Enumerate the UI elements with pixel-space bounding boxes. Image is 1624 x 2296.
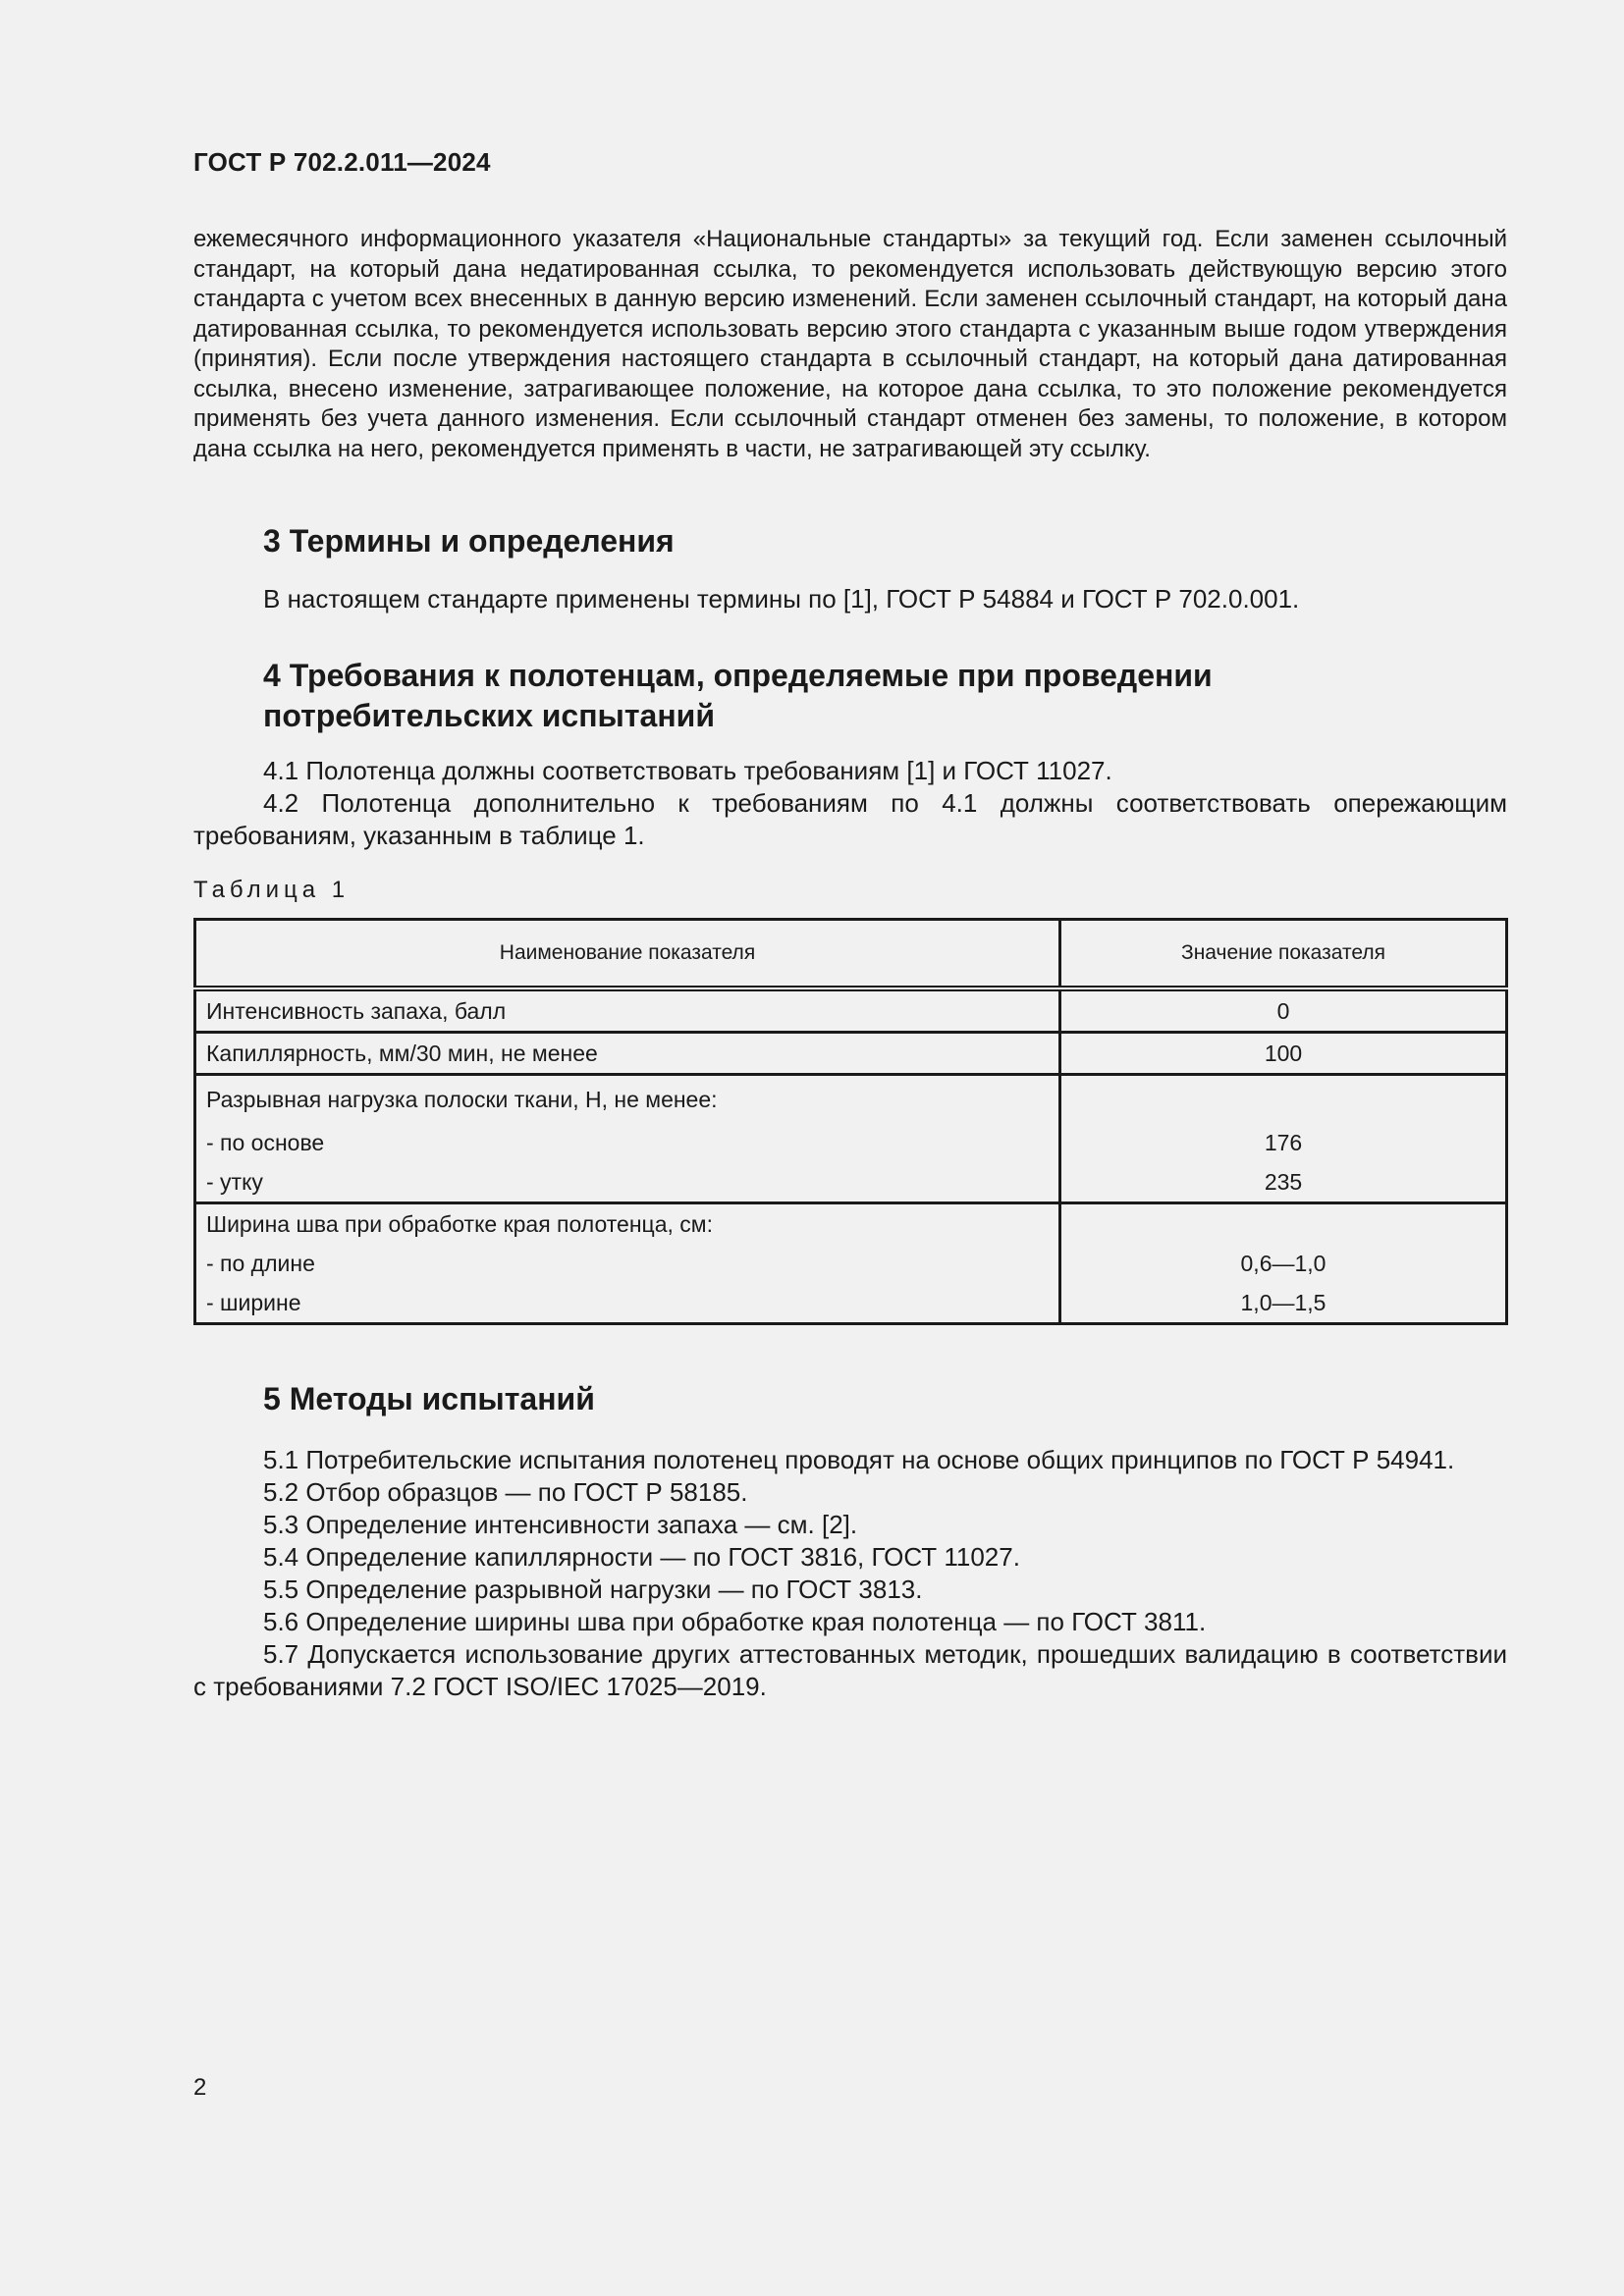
- table-cell-name: Интенсивность запаха, балл: [195, 988, 1060, 1033]
- table-cell-name: Капиллярность, мм/30 мин, не менее: [195, 1033, 1060, 1075]
- table-subvalue: 1,0—1,5: [1240, 1290, 1326, 1315]
- table-cell-name: Ширина шва при обработке края полотенца, см: - по длине - ширине: [195, 1203, 1060, 1324]
- table-row: [195, 1075, 1507, 1203]
- clause-4-1: 4.1 Полотенца должны соответствовать требованиям [1] и ГОСТ 11027.: [263, 756, 1112, 785]
- clause-4-2: 4.2 Полотенца дополнительно к требованиям по 4.1 должны соответствовать опережающим требованиям, указанным в таблице 1.: [193, 788, 1507, 850]
- table-row: [195, 1203, 1507, 1324]
- table-subitem: - по длине: [206, 1251, 315, 1276]
- table-cell-value: 100: [1060, 1033, 1507, 1075]
- section-5-heading: 5 Методы испытаний: [263, 1381, 595, 1416]
- table-cell-value: [1060, 1203, 1507, 1324]
- table-subvalue: 235: [1264, 1169, 1303, 1195]
- requirements-table: [193, 918, 1508, 1325]
- section-3-text: В настоящем стандарте применены термины по [1], ГОСТ Р 54884 и ГОСТ Р 702.0.001.: [263, 584, 1300, 614]
- table-header-row: [195, 920, 1507, 989]
- intro-paragraph: ежемесячного информационного указателя «Национальные стандарты» за текущий год. Если заменен ссылочный стандарт, на который дана недатированная ссылка, то рекомендуется использовать действующую версию этого стандарта с учетом всех внесенных в данную версию изменений. Если заменен ссылочный стандарт, на который дана датированная ссылка, то рекомендуется использовать версию этого стандарта с указанным выше годом утверждения (принятия). Если после утверждения настоящего стандарта в ссылочный стандарт, на который дана датированная ссылка, внесено изменение, затрагивающее положение, на которое дана ссылка, то это положение рекомендуется применять без учета данного изменения. Если ссылочный стандарт отменен без замены, то положение, в котором дана ссылка на него, рекомендуется применять в части, не затрагивающей эту ссылку.: [193, 226, 1507, 462]
- table-caption: Таблица 1: [193, 877, 351, 903]
- section-4-heading-line2: потребительских испытаний: [263, 698, 716, 733]
- clause-5-6: 5.6 Определение ширины шва при обработке края полотенца — по ГОСТ 3811.: [263, 1607, 1207, 1636]
- section-4-heading: [263, 656, 1441, 736]
- table-subitem: - ширине: [206, 1290, 301, 1315]
- table-subitem: - по основе: [206, 1130, 325, 1155]
- section-4-heading-line1: 4 Требования к полотенцам, определяемые при проведении: [263, 658, 1213, 693]
- section-4-items: [193, 755, 1507, 852]
- table-header-indicator: Наименование показателя: [195, 920, 1060, 989]
- clause-5-2: 5.2 Отбор образцов — по ГОСТ Р 58185.: [263, 1477, 748, 1507]
- table-cell-value: 0: [1060, 988, 1507, 1033]
- clause-5-1: 5.1 Потребительские испытания полотенец проводят на основе общих принципов по ГОСТ Р 54941.: [263, 1445, 1455, 1474]
- table-subitem: - утку: [206, 1169, 263, 1195]
- table-subvalue: 0,6—1,0: [1240, 1251, 1326, 1276]
- clause-5-5: 5.5 Определение разрывной нагрузки — по ГОСТ 3813.: [263, 1575, 923, 1604]
- page-number: 2: [193, 2074, 207, 2101]
- table-cell-value: [1060, 1075, 1507, 1203]
- clause-5-3: 5.3 Определение интенсивности запаха — см. [2].: [263, 1510, 858, 1539]
- clause-5-4: 5.4 Определение капиллярности — по ГОСТ 3816, ГОСТ 11027.: [263, 1542, 1020, 1572]
- clause-5-7: 5.7 Допускается использование других аттестованных методик, прошедших валидацию в соответствии с требованиями 7.2 ГОСТ ISO/IEC 17025—2019.: [193, 1639, 1507, 1701]
- section-5-items: [193, 1444, 1507, 1703]
- table-row: [195, 1033, 1507, 1075]
- document-code-header: ГОСТ Р 702.2.011—2024: [193, 147, 491, 177]
- table-cell-name: Разрывная нагрузка полоски ткани, Н, не менее: - по основе - утку: [195, 1075, 1060, 1203]
- table-subvalue: 176: [1264, 1130, 1303, 1155]
- table-header-value: Значение показателя: [1060, 920, 1507, 989]
- table-row: [195, 988, 1507, 1033]
- section-3-heading: 3 Термины и определения: [263, 523, 675, 559]
